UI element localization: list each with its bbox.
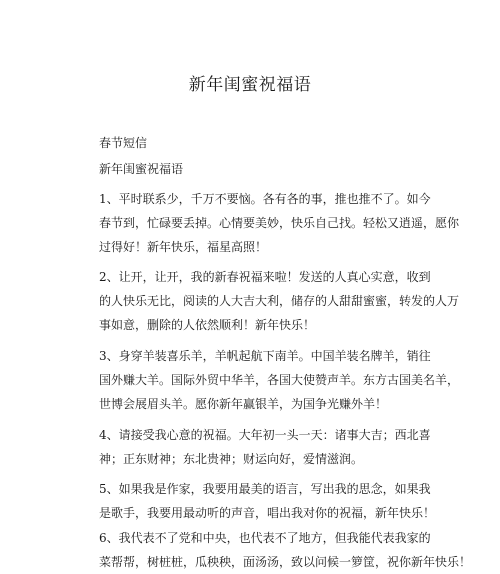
paragraph-line: 国外赚大羊。国际外贸中华羊，各国大使赞声羊。东方古国美名羊， xyxy=(99,373,460,387)
subheading-spring-festival-sms: 春节短信 xyxy=(99,136,148,150)
paragraph-6 xyxy=(99,526,472,574)
paragraph-line: 1、平时联系少，千万不要恼。各有各的事，推也推不了。如今 xyxy=(99,192,431,206)
paragraph-line: 6、我代表不了党和中央，也代表不了地方，但我能代表我家的 xyxy=(99,531,431,545)
paragraph-1 xyxy=(99,187,460,259)
paragraph-line: 4、请接受我心意的祝福。大年初一头一天：诸事大吉；西北喜 xyxy=(99,428,431,442)
paragraph-line: 5、如果我是作家，我要用最美的语言，写出我的思念，如果我 xyxy=(99,482,431,496)
paragraph-line: 2、让开，让开，我的新春祝福来啦！发送的人真心实意，收到 xyxy=(99,270,431,284)
paragraph-line: 的人快乐无比，阅读的人大吉大利，储存的人甜甜蜜蜜，转发的人万 xyxy=(99,294,460,308)
paragraph-line: 菜帮帮，树桩桩，瓜秧秧，面汤汤，致以问候一箩筐，祝你新年快乐！ xyxy=(99,555,472,569)
paragraph-line: 是歌手，我要用最动听的声音，唱出我对你的祝福，新年快乐！ xyxy=(99,506,436,520)
document-title: 新年闺蜜祝福语 xyxy=(188,75,312,95)
paragraph-2 xyxy=(99,265,460,337)
paragraph-5 xyxy=(99,477,436,525)
paragraph-line: 世博会展眉头羊。愿你新年赢银羊，为国争光赚外羊！ xyxy=(99,397,388,411)
paragraph-3 xyxy=(99,344,460,416)
paragraph-4 xyxy=(99,423,431,471)
paragraph-line: 3、身穿羊装喜乐羊，羊帆起航下南羊。中国羊装名牌羊，销往 xyxy=(99,349,431,363)
paragraph-line: 春节到，忙碌要丢掉。心情要美妙，快乐自己找。轻松又逍遥，愿你 xyxy=(99,216,460,230)
paragraph-line: 事如意，删除的人依然顺利！新年快乐！ xyxy=(99,318,316,332)
paragraph-line: 神；正东财神；东北贵神；财运向好，爱情滋润。 xyxy=(99,452,364,466)
subheading-new-year-greetings: 新年闺蜜祝福语 xyxy=(99,162,184,176)
paragraph-line: 过得好！新年快乐，福星高照！ xyxy=(99,240,268,254)
